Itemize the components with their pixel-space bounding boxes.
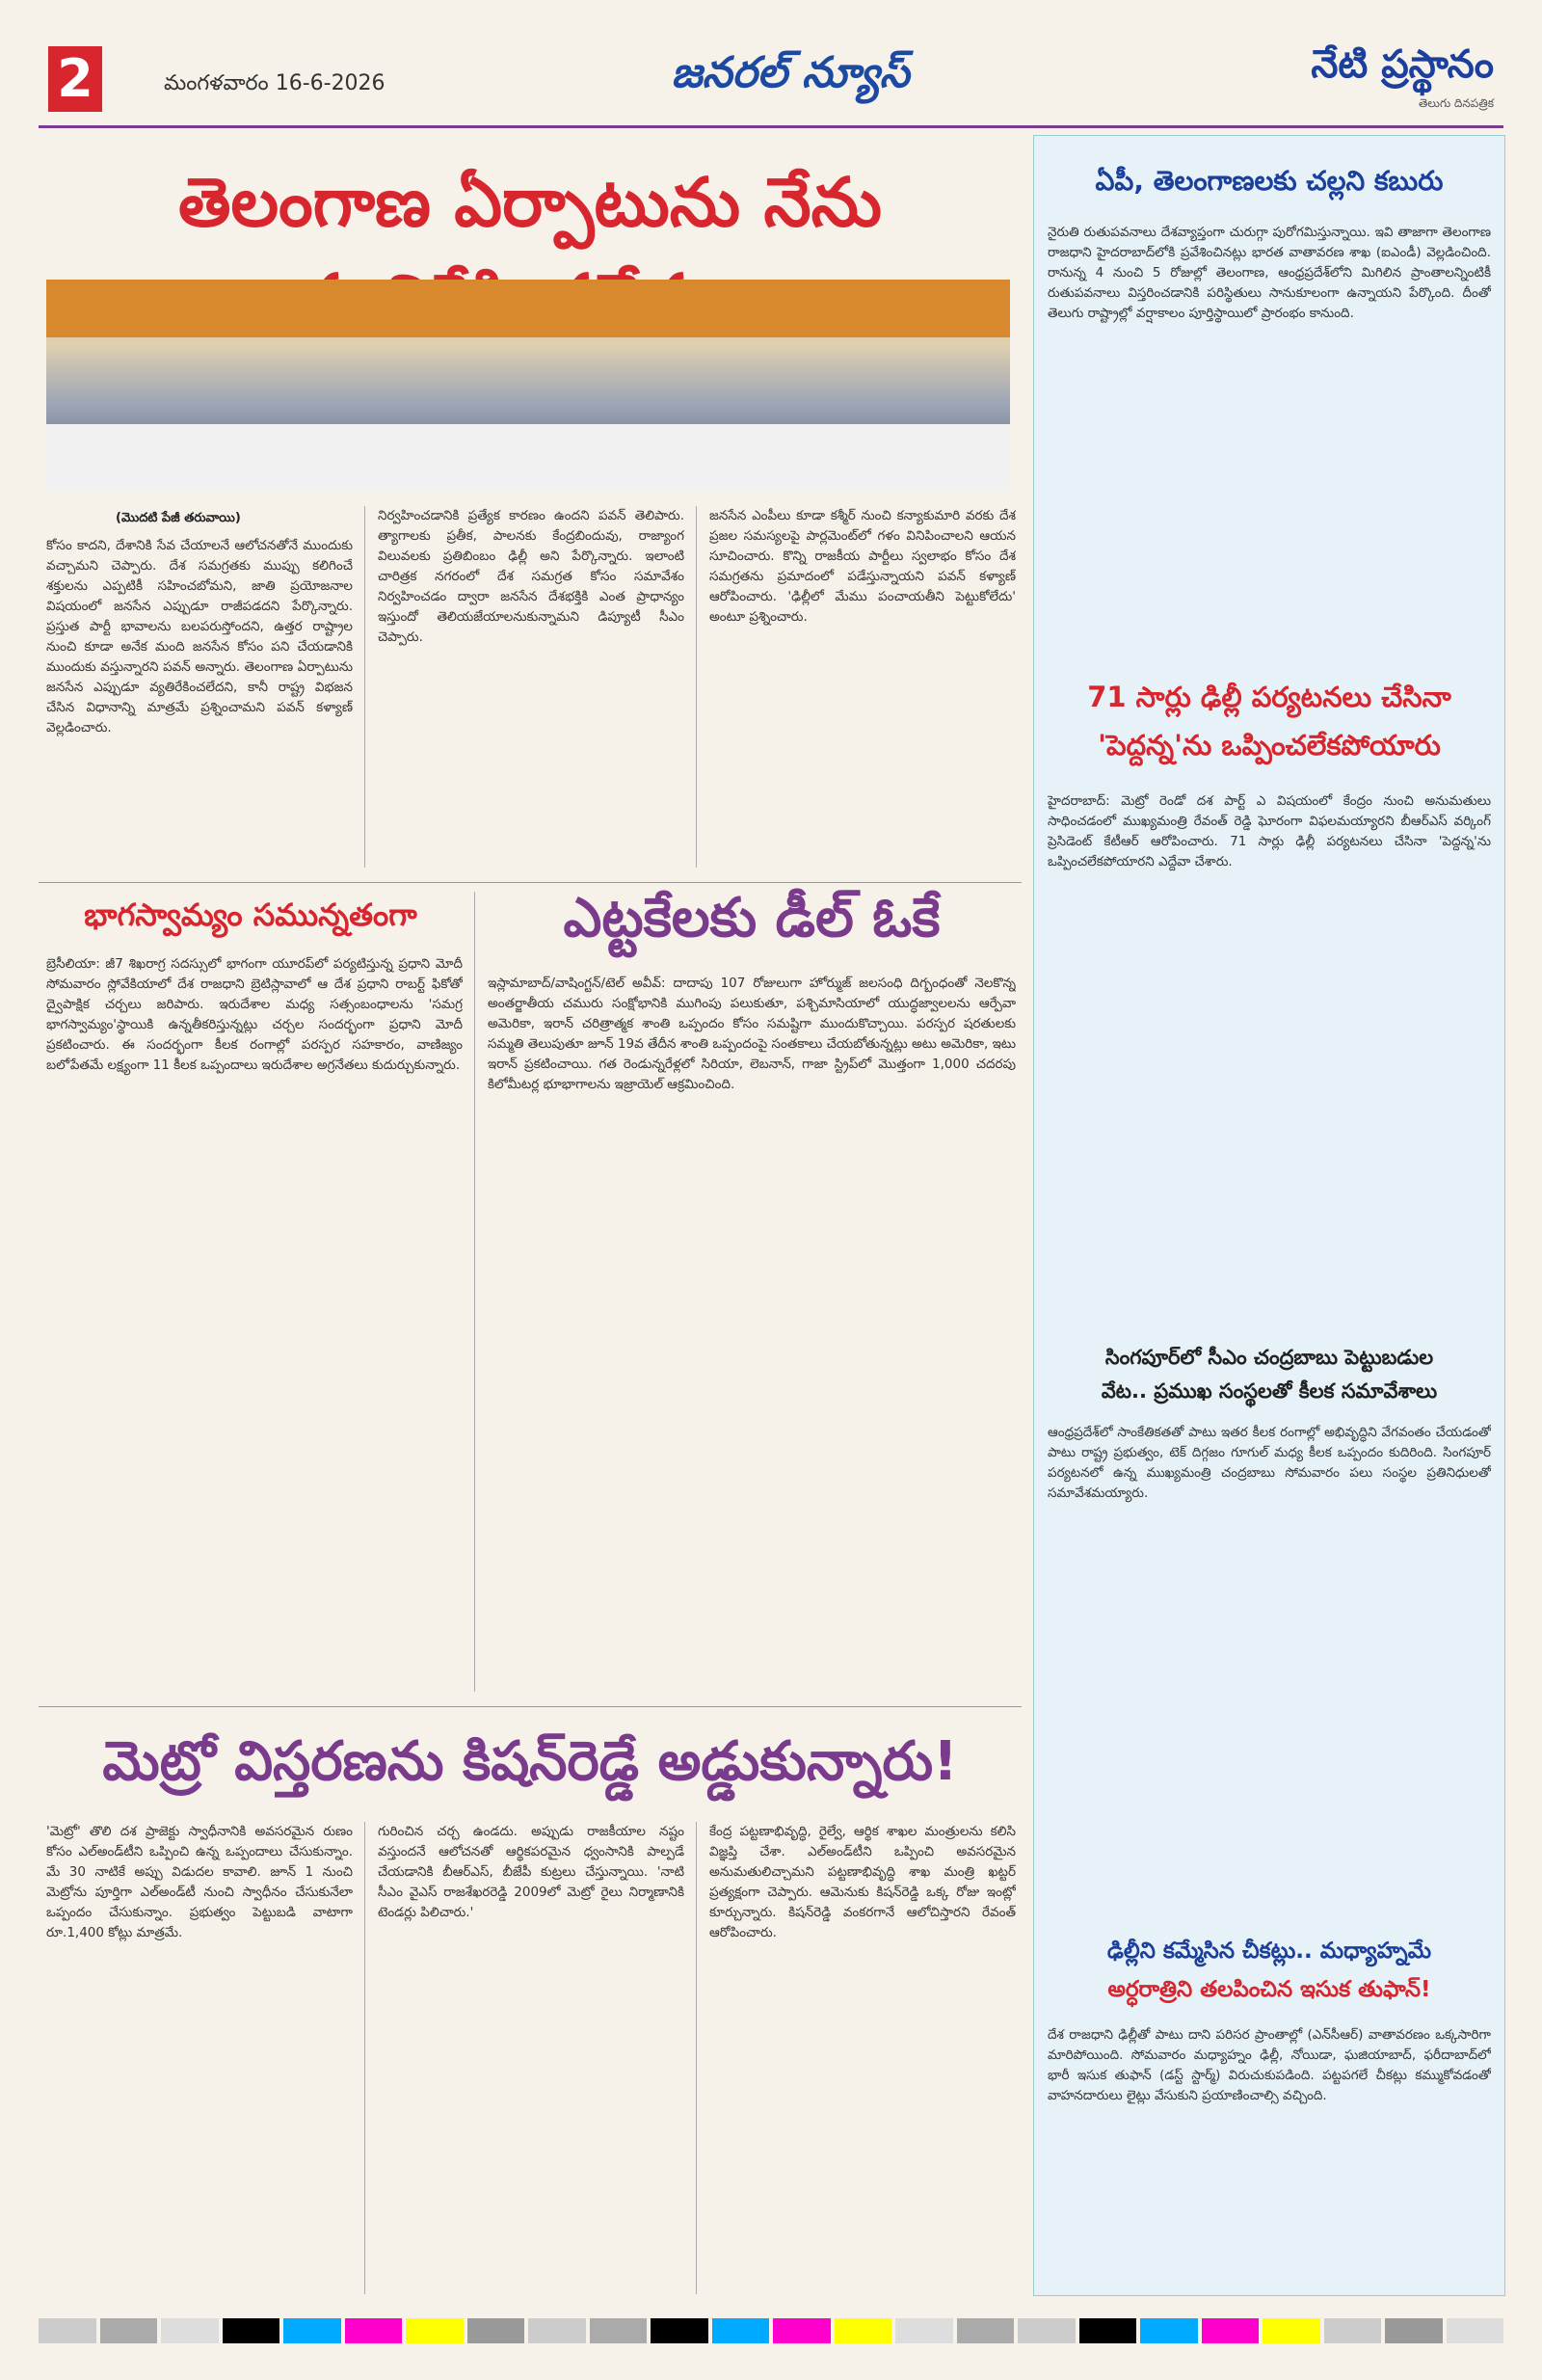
- sidebar-story-4-headline-2: అర్ధరాత్రిని తలపించిన ఇసుక తుఫాన్!: [1107, 1977, 1431, 2002]
- stage-banner: [46, 280, 1010, 337]
- sidebar-story-2-headline-1: 71 సార్లు ఢిల్లీ పర్యటనలు చేసినా: [1087, 681, 1451, 713]
- metro-column-2: గురించిన చర్చ ఉండదు. అప్పుడు రాజకీయాల నష్టం వస్తుందనే ఆలోచనతో ఆర్థికపరమైన ధ్వంసానికి పాల్పడే చేయడానికి బీఆర్ఎస్, బీజేపీ కుట్రలు చేస్తున్నాయి. 'నాటి సీఎం వైఎస్ రాజశేఖరరెడ్డి 2009లో మెట్రో రైలు నిర్మాణానికి టెండర్లు పిలిచారు.': [378, 1824, 684, 1920]
- sidebar-story-2-body: హైదరాబాద్: మెట్రో రెండో దశ పార్ట్‌ ఎ విషయంలో కేంద్రం నుంచి అనుమతులు సాధించడంలో ముఖ్యమంత్రి రేవంత్ రెడ్డి ఘోరంగా విఫలమయ్యారని బీఆర్ఎస్ వర్కింగ్ ప్రెసిడెంట్ కేటీఆర్ ఆరోపించారు. 71 సార్లు ఢిల్లీ పర్యటనలు చేసినా 'పెద్దన్న'ను ఒప్పించలేకపోయారని ఎద్దేవా చేశారు.: [1048, 793, 1491, 869]
- lead-column-3: జనసేన ఎంపీలు కూడా కశ్మీర్ నుంచి కన్యాకుమారి వరకు దేశ ప్రజల సమస్యలపై పార్లమెంట్‌లో గళం వినిపించాలని ఆయన సూచించారు. కొన్ని రాజకీయ పార్టీలు స్వలాభం కోసం దేశ సమగ్రతను ప్రమాదంలో పడేస్తున్నాయని పవన్ కళ్యాణ్ ఆరోపించారు. 'ఢిల్లీలో మేము పంచాయతీని పెట్టుకోలేదు' అంటూ ప్రశ్నించారు.: [709, 508, 1016, 625]
- lead-column-1: కోసం కాదని, దేశానికి సేవ చేయాలనే ఆలోచనతోనే ముందుకు వచ్చామని చెప్పారు. దేశ సమగ్రతకు ముప్పు కలిగించే శక్తులను ఎప్పటికీ సహించబోమని, జాతి ప్రయోజనాల విషయంలో జనసేన ఎప్పుడూ రాజీపడదని పేర్కొన్నారు. ప్రస్తుత పార్టీ భావాలను బలపరుస్తోందని, ఉత్తర రాష్ట్రాల నుంచి కూడా అనేక మంది జనసేన కోసం పని చేయడానికి ముందుకు వస్తున్నారని పవన్ అన్నారు. తెలంగాణ ఏర్పాటును జనసేన ఎప్పుడూ వ్యతిరేకించలేదని, కానీ రాష్ట్ర విభజన చేసిన విధానాన్ని మాత్రమే ప్రశ్నించామని పవన్ కళ్యాణ్ వెల్లడించారు.: [46, 538, 353, 735]
- partnership-headline: భాగస్వామ్యం సమున్నతంగా: [84, 896, 417, 933]
- metro-column-3: కేంద్ర పట్టణాభివృద్ధి, రైల్వే, ఆర్థిక శాఖల మంత్రులను కలిసి విజ్ఞప్తి చేశా. ఎల్అండ్‌టీని ఒప్పించి అవసరమైన అనుమతులిచ్చామని పట్టణాభివృద్ధి శాఖ మంత్రి ఖట్టర్ ప్రత్యక్షంగా చెప్పారు. ఆమెనుకు కిషన్‌రెడ్డి ఒక్క రోజు ఇంట్లో కూర్చున్నారు. కిషన్‌రెడ్డి వంకరగానే ఆలోచిస్తారని రేవంత్ ఆరోపించారు.: [709, 1824, 1016, 1940]
- section-title: జనరల్ న్యూస్: [671, 48, 910, 97]
- sidebar-story-2-headline-2: 'పెద్దన్న'ను ఒప్పించలేకపోయారు: [1098, 729, 1441, 762]
- sidebar-story-3-body: ఆంధ్రప్రదేశ్‌లో సాంకేతికతతో పాటు ఇతర కీలక రంగాల్లో అభివృద్ధిని వేగవంతం చేయడంతో పాటు రాష్ట్ర ప్రభుత్వం, టెక్ దిగ్గజం గూగుల్ మధ్య కీలక ఒప్పందం కుదిరింది. సింగపూర్ పర్యటనలో ఉన్న ముఖ్యమంత్రి చంద్రబాబు సోమవారం పలు సంస్థల ప్రతినిధులతో సమావేశమయ్యారు.: [1048, 1425, 1491, 1501]
- sidebar-story-4-body: దేశ రాజధాని ఢిల్లీతో పాటు దాని పరిసర ప్రాంతాల్లో (ఎన్‌సీఆర్) వాతావరణం ఒక్కసారిగా మారిపోయింది. సోమవారం మధ్యాహ్నం ఢిల్లీ, నోయిడా, ఘజియాబాద్, ఫరీదాబాద్‌లో భారీ ఇసుక తుఫాన్ (డస్ట్ స్టార్మ్) విరుచుకుపడింది. పట్టపగలే చీకట్లు కమ్ముకోవడంతో వాహనదారులు లైట్లు వేసుకుని ప్రయాణించాల్సి వచ్చింది.: [1048, 2027, 1491, 2103]
- metro-headline: మెట్రో విస్తరణను కిషన్‌రెడ్డే అడ్డుకున్నారు!: [102, 1730, 958, 1793]
- stage-table: [46, 424, 1010, 492]
- metro-column-1: 'మెట్రో' తొలి దశ ప్రాజెక్టు స్వాధీనానికి అవసరమైన రుణం కోసం ఎల్అండ్‌టీని ఒప్పించి ఉన్న ఒప్పందాలు చేసుకున్నాం. మే 30 నాటికే అప్పు విడుదల కావాలి. జూన్ 1 నుంచి మెట్రోను పూర్తిగా ఎల్అండ్‌టీ నుంచి స్వాధీనం చేసుకునేలా ఒప్పందం చేసుకున్నాం. ప్రభుత్వం పెట్టుబడి వాటాగా రూ.1,400 కోట్లు మాత్రమే.: [46, 1824, 353, 1940]
- deal-body: ఇస్లామాబాద్/వాషింగ్టన్/టెల్ అవీవ్: దాదాపు 107 రోజులుగా హోర్ముజ్ జలసంధి దిగ్బంధంతో నెలకొన్న అంతర్జాతీయ చమురు సంక్షోభానికి ముగింపు పలుకుతూ, పశ్చిమాసియాలో యుద్ధజ్వాలలను ఆర్పేవా అమెరికా, ఇరాన్ చరిత్రాత్మక శాంతి ఒప్పందం కోసం సమష్టిగా ముందుకొచ్చాయి. పరస్పర షరతులకు సమ్మతి తెలుపుతూ జూన్ 19వ తేదీన శాంతి ఒప్పందంపై సంతకాలు చేయబోతున్నట్లు అటు అమెరికా, ఇటు ఇరాన్ ప్రకటించాయి. గత రెండున్నరేళ్లలో సిరియా, లెబనాన్, గాజా స్ట్రిప్‌లో మొత్తంగా 1,000 చదరపు కిలోమీటర్ల భూభాగాలను ఇజ్రాయెల్ ఆక్రమించింది.: [488, 976, 1016, 1092]
- print-color-bar: [39, 2318, 1503, 2343]
- sidebar-story-4-headline-1: ఢిల్లీని కమ్మేసిన చీకట్లు.. మధ్యాహ్నమే: [1106, 1939, 1432, 1964]
- masthead: [39, 39, 1503, 128]
- sidebar-story-1-headline: ఏపీ, తెలంగాణలకు చల్లని కబురు: [1095, 165, 1444, 197]
- lead-photo: [46, 280, 1010, 492]
- brand-tagline: తెలుగు దినపత్రిక: [1418, 96, 1494, 110]
- lead-continued-label: (మొదటి పేజీ తరువాయి): [116, 511, 241, 525]
- sidebar: [1033, 135, 1505, 2296]
- sidebar-story-1-body: నైరుతి రుతుపవనాలు దేశవ్యాప్తంగా చురుగ్గా పురోగమిస్తున్నాయి. ఇవి తాజాగా తెలంగాణ రాజధాని హైదరాబాద్‌లోకి ప్రవేశించినట్లు భారత వాతావరణ శాఖ (ఐఎండీ) వెల్లడించింది. రానున్న 4 నుంచి 5 రోజుల్లో తెలంగాణ, ఆంధ్రప్రదేశ్‌లోని మిగిలిన ప్రాంతాలన్నింటికీ రుతుపవనాలు విస్తరించడానికి పరిస్థితులు సానుకూలంగా ఉన్నాయని పేర్కొంది. దీంతో తెలుగు రాష్ట్రాల్లో వర్షాకాలం పూర్తిస్థాయిలో ప్రారంభం కానుంది.: [1048, 225, 1491, 321]
- lead-headline: తెలంగాణ ఏర్పాటును నేను: [178, 163, 882, 242]
- partnership-body: బ్రెసీలియా: జీ7 శిఖరాగ్ర సదస్సులో భాగంగా యూరప్‌లో పర్యటిస్తున్న ప్రధాని మోదీ సోమవారం స్లోవేకియాలో దేశ రాజధాని బ్రెటిస్లావాలో ఆ దేశ ప్రధాని రాబర్ట్ ఫికోతో ద్వైపాక్షిక చర్చలు జరిపారు. ఇరుదేశాల మధ్య సత్సంబంధాలను 'సమగ్ర భాగస్వామ్యం'స్థాయికి ఉన్నతీకరిస్తున్నట్లు చర్చల సందర్భంగా ప్రధాని మోదీ ప్రకటించారు. ఈ సందర్భంగా కీలక రంగాల్లో పరస్పర సహకారం, వాణిజ్యం బలోపేతమే లక్ష్యంగా 11 కీలక ఒప్పందాలు ఇరుదేశాల అగ్రనేతలు కుదుర్చుకున్నారు.: [46, 956, 463, 1073]
- page-number: 2: [48, 46, 102, 112]
- issue-date: మంగళవారం 16-6-2026: [164, 71, 386, 95]
- lead-column-2: నిర్వహించడానికి ప్రత్యేక కారణం ఉందని పవన్ తెలిపారు. త్యాగాలకు ప్రతీక, పాలనకు కేంద్రబిందువు, రాజ్యాంగ విలువలకు ప్రతిబింబం ఢిల్లీ అని పేర్కొన్నారు. ఇలాంటి చారిత్రక నగరంలో దేశ సమగ్రత కోసం సమావేశం నిర్వహించడం ద్వారా జనసేన దేశభక్తికి ఎంత ప్రాధాన్యం ఇస్తుందో తెలియజేయాలనుకున్నామని డిప్యూటీ సీఎం చెప్పారు.: [378, 508, 684, 645]
- sidebar-story-3-headline-2: వేట.. ప్రముఖ సంస్థలతో కీలక సమావేశాలు: [1101, 1379, 1438, 1403]
- deal-headline: ఎట్టకేలకు డీల్ ఓకే: [563, 887, 941, 949]
- sidebar-story-3-headline-1: సింగపూర్‌లో సీఎం చంద్రబాబు పెట్టుబడుల: [1104, 1346, 1434, 1369]
- newspaper-brand: [1301, 42, 1494, 113]
- brand-name: నేటి ప్రస్థానం: [1311, 42, 1494, 87]
